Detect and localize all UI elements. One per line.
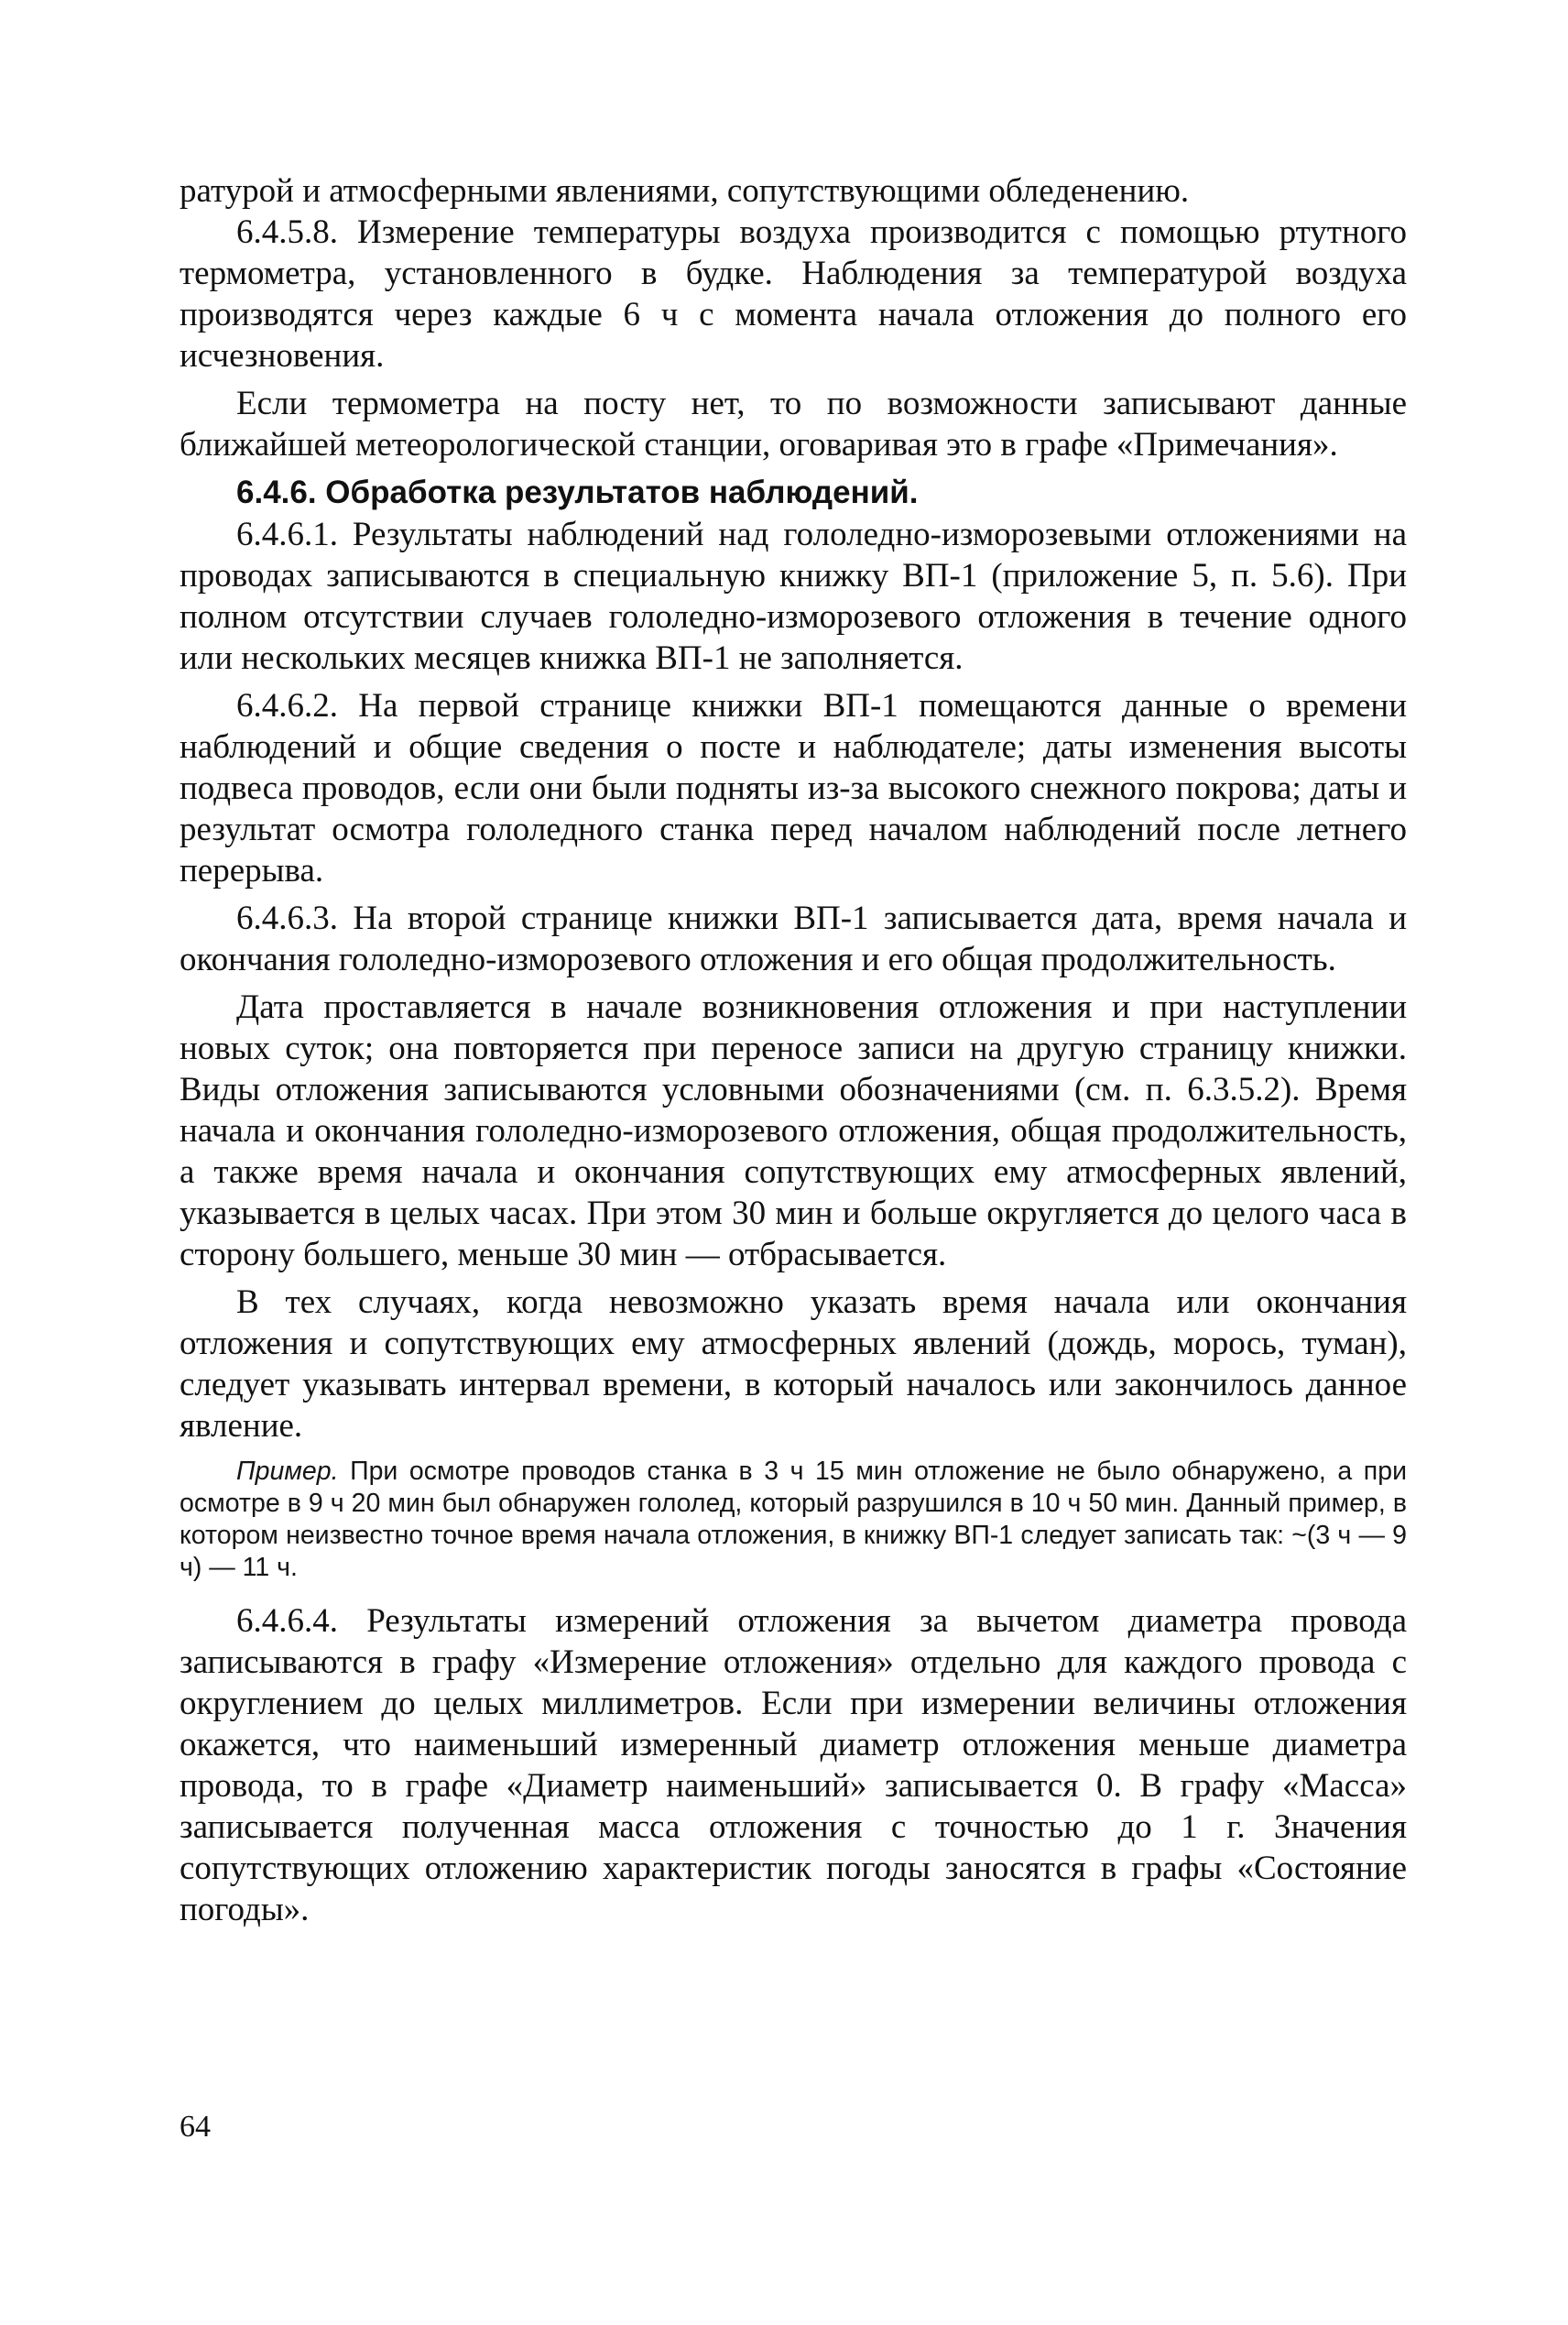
paragraph-6-4-5-8: 6.4.5.8. Измерение температуры воздуха производится с помощью ртутного термометра, установленного в будке. Наблюдения за температурой воздуха производятся через каждые 6 ч с момента начала отложения до полного его исчезновения. — [180, 213, 1407, 375]
paragraph-thermometer-note: Если термометра на посту нет, то по возможности записывают данные ближайшей метеорологической станции, оговаривая это в графе «Примечания». — [180, 385, 1407, 464]
example-label: Пример. — [236, 1457, 339, 1486]
paragraph-date-rules: Дата проставляется в начале возникновения отложения и при наступлении новых суток; она повторяется при переносе записи на другую страницу книжки. Виды отложения записываются условными обозначениями (см. п. 6.3.5.2). Время начала и окончания гололедно-изморозевого отложения, общая продолжительность, а также время начала и окончания сопутствующих ему атмосферных явлений, указывается в целых часах. При этом 30 мин и больше округляется до целого часа в сторону большего, меньше 30 мин — отбрасывается. — [180, 988, 1407, 1273]
paragraph-6-4-6-3: 6.4.6.3. На второй странице книжки ВП-1 записывается дата, время начала и окончания гололедно-изморозевого отложения и его общая продолжительность. — [180, 900, 1407, 978]
example-note — [180, 1456, 1407, 1584]
section-heading-6-4-6: 6.4.6. Обработка результатов наблюдений. — [236, 475, 919, 510]
example-text: При осмотре проводов станка в 3 ч 15 мин отложение не было обнаружено, а при осмотре в 9 ч 20 мин был обнаружен гололед, который разрушился в 10 ч 50 мин. Данный пример, в котором неизвестно точное время начала отложения, в книжку ВП-1 следует записать так: ~(3 ч — 9 ч) — 11 ч. — [180, 1457, 1408, 1582]
paragraph-6-4-6-4: 6.4.6.4. Результаты измерений отложения за вычетом диаметра провода записываются в графу «Измерение отложения» отдельно для каждого провода с округлением до целых миллиметров. Если при измерении величины отложения окажется, что наименьший измеренный диаметр отложения меньше диаметра провода, то в графе «Диаметр наименьший» записывается 0. В графу «Масса» записывается полученная масса отложения с точностью до 1 г. Значения сопутствующих отложению характеристик погоды заносятся в графы «Состояние погоды». — [180, 1602, 1407, 1928]
page-number: 64 — [180, 2110, 211, 2144]
paragraph-6-4-6-2: 6.4.6.2. На первой странице книжки ВП-1 помещаются данные о времени наблюдений и общие сведения о посте и наблюдателе; даты изменения высоты подвеса проводов, если они были подняты из-за высокого снежного покрова; даты и результат осмотра гололедного станка перед началом наблюдений после летнего перерыва. — [180, 687, 1407, 890]
document-page — [180, 170, 1407, 2277]
paragraph-interval-rules: В тех случаях, когда невозможно указать время начала или окончания отложения и сопутствующих ему атмосферных явлений (дождь, морось, туман), следует указывать интервал времени, в который началось или закончилось данное явление. — [180, 1283, 1407, 1445]
paragraph-continuation: ратурой и атмосферными явлениями, сопутствующими обледенению. — [180, 172, 1190, 210]
paragraph-6-4-6-1: 6.4.6.1. Результаты наблюдений над гололедно-изморозевыми отложениями на проводах записываются в специальную книжку ВП-1 (приложение 5, п. 5.6). При полном отсутствии случаев гололедно-изморозевого отложения в течение одного или нескольких месяцев книжка ВП-1 не заполняется. — [180, 516, 1407, 677]
